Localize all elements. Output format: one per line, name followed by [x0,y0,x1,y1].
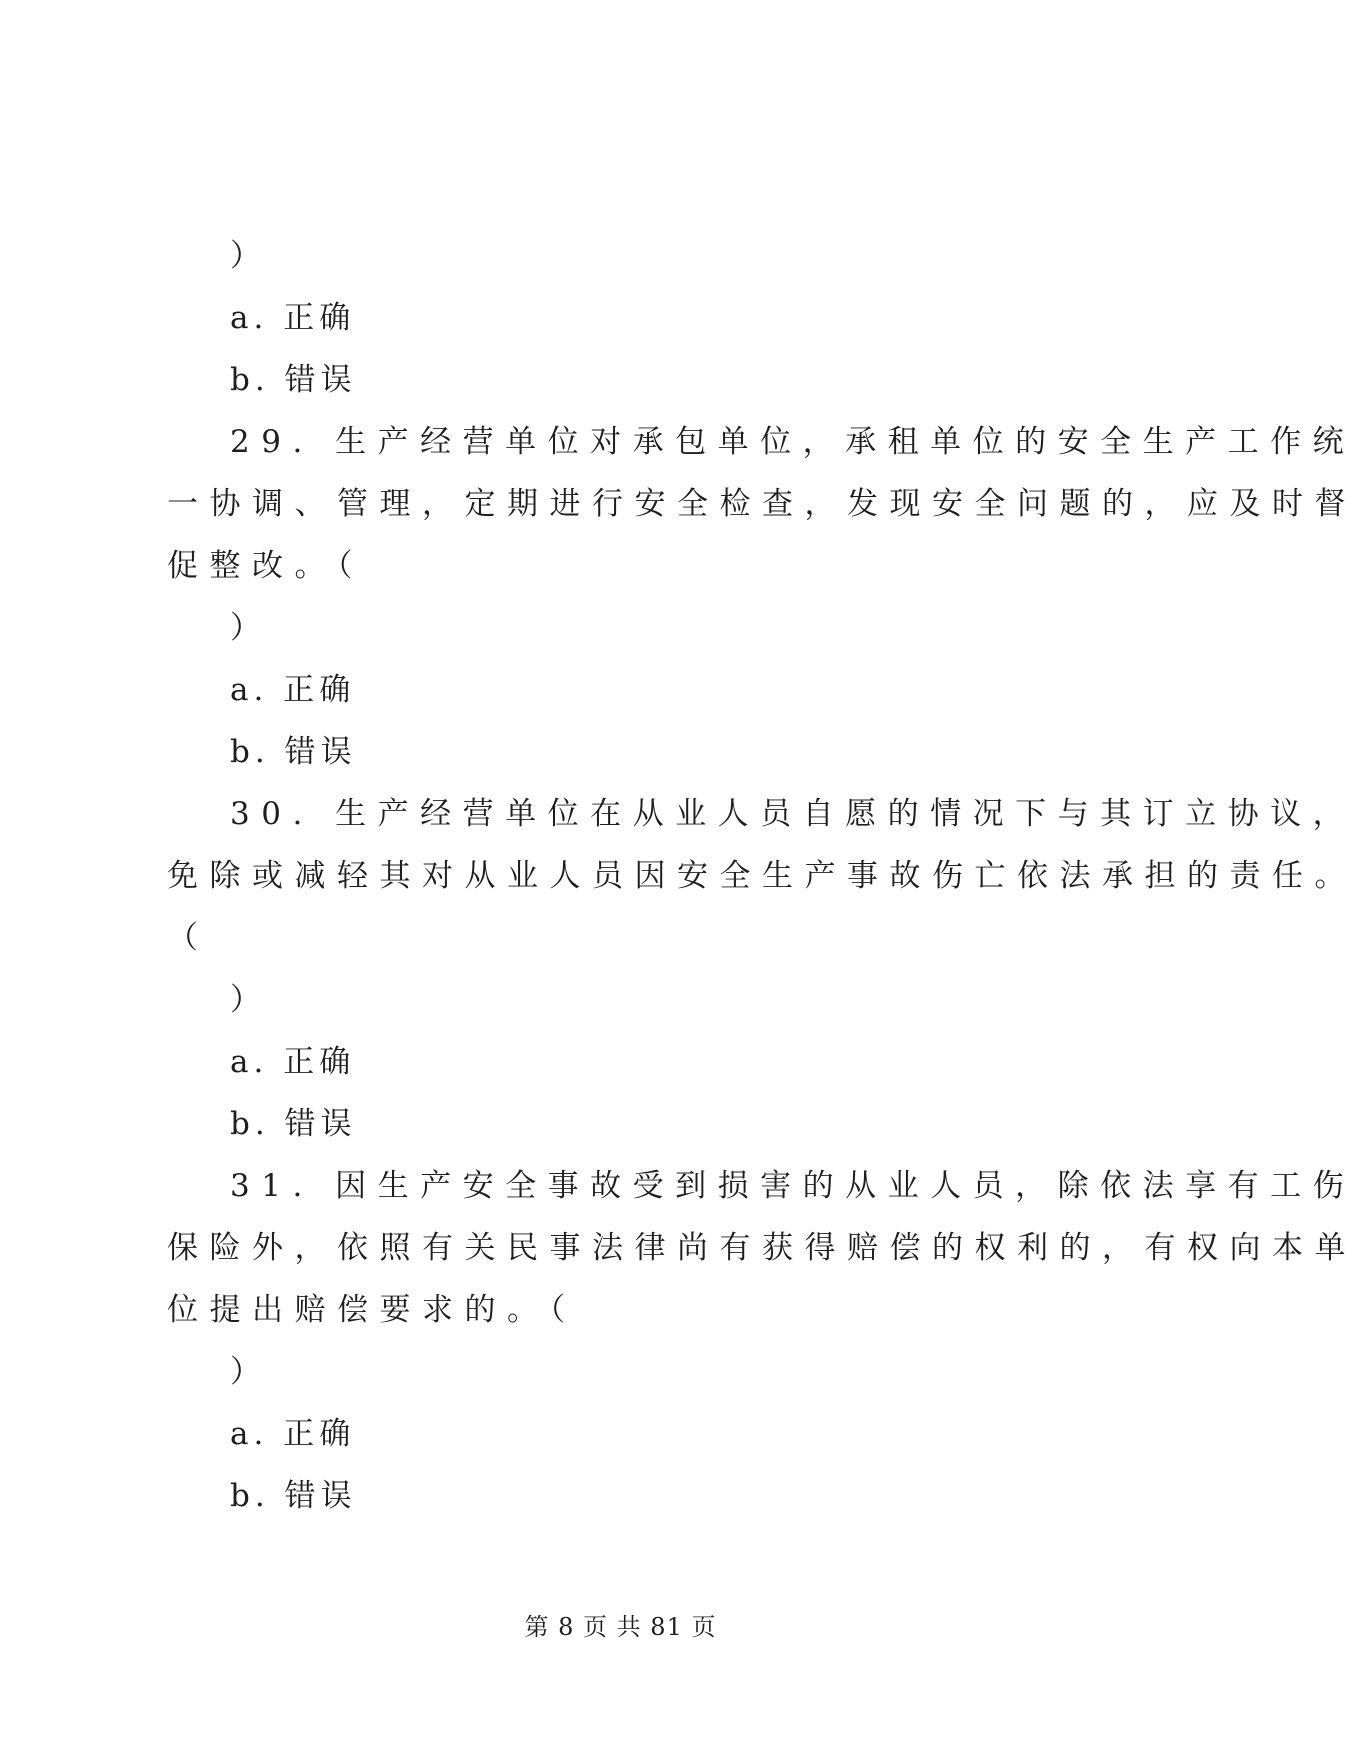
option-b: b. 错误 [230,734,357,770]
option-a: a. 正确 [230,300,356,336]
option-b: b. 错误 [230,1478,357,1514]
option-b: b. 错误 [230,1106,357,1142]
question-29-line-2: 一协调、管理，定期进行安全检查，发现安全问题的，应及时督 [167,486,1357,522]
option-a: a. 正确 [230,1044,356,1080]
question-29-line-3: 促整改。（ [167,548,364,584]
open-paren: （ [167,920,203,956]
option-a: a. 正确 [230,1416,356,1452]
page-footer: 第 8 页 共 81 页 [524,1613,717,1641]
question-31-line-1: 31. 因生产安全事故受到损害的从业人员，除依法享有工伤 [230,1168,1356,1204]
question-31-line-2: 保险外，依照有关民事法律尚有获得赔偿的权利的，有权向本单 [167,1230,1357,1266]
close-paren: ） [230,238,266,274]
option-a: a. 正确 [230,672,356,708]
question-29-line-1: 29. 生产经营单位对承包单位，承租单位的安全生产工作统 [230,424,1356,460]
close-paren: ） [230,1354,266,1390]
close-paren: ） [230,610,266,646]
option-b: b. 错误 [230,362,357,398]
close-paren: ） [230,982,266,1018]
question-30-line-2: 免除或减轻其对从业人员因安全生产事故伤亡依法承担的责任。 [167,858,1357,894]
question-31-line-3: 位提出赔偿要求的。（ [167,1292,577,1328]
question-30-line-1: 30. 生产经营单位在从业人员自愿的情况下与其订立协议， [230,796,1356,832]
